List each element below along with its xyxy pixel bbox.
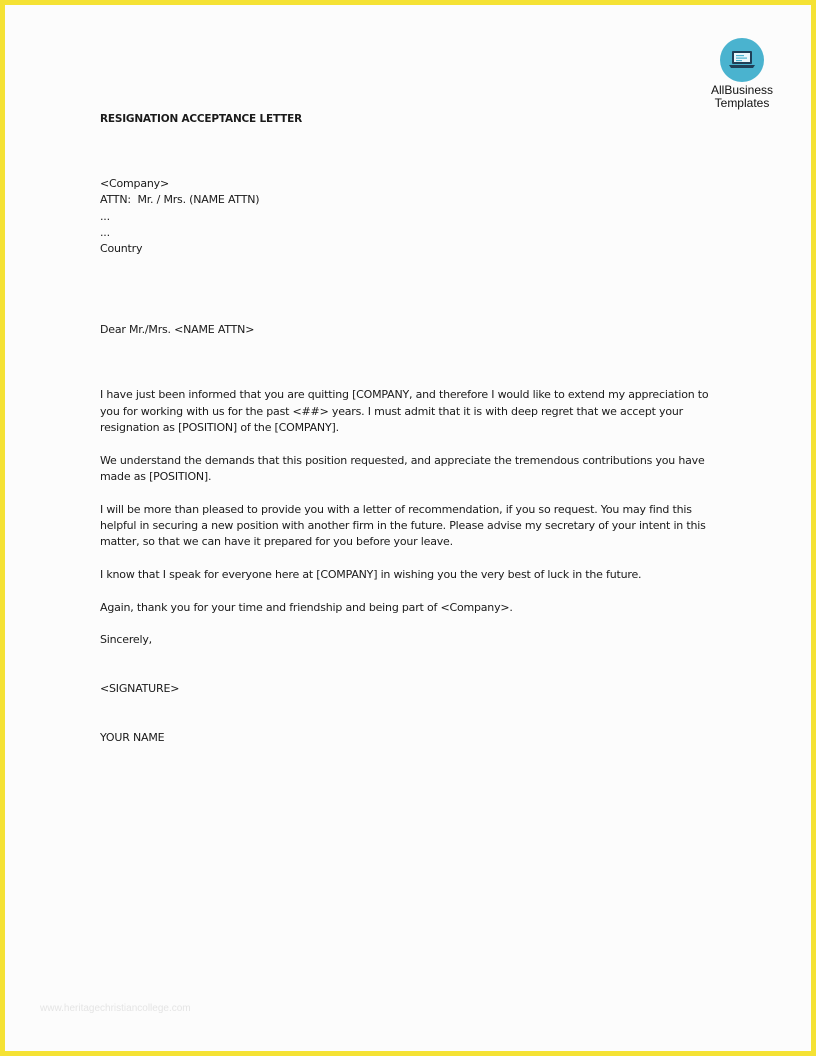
paragraph: I will be more than pleased to provide you with a letter of recommendation, if you so request. You may find this helpful in securing a new position with another firm in the future. Please advise my secretary of your intent in this matter, so that we can have it prepared for you before your leave. [100, 502, 706, 549]
document-page [5, 5, 811, 1051]
laptop-icon [720, 38, 764, 82]
paragraph: I know that I speak for everyone here at [COMPANY] in wishing you the very best of luck in the future. [100, 568, 642, 582]
address-line: ... [100, 225, 110, 239]
closing: Sincerely, [100, 633, 152, 647]
allbusiness-logo [697, 38, 787, 110]
letter-title: RESIGNATION ACCEPTANCE LETTER [100, 113, 302, 125]
paragraph: I have just been informed that you are quitting [COMPANY, and therefore I would like to extend my appreciation to you for working with us for the past <##> years. I must admit that it is with deep regret that we accept your resignation as [POSITION] of the [COMPANY]. [100, 388, 709, 435]
address-line: <Company> [100, 177, 169, 190]
paragraph: We understand the demands that this position requested, and appreciate the tremendous contributions you have made as [POSITION]. [100, 453, 705, 484]
logo-line-1: AllBusiness [710, 83, 774, 97]
letter-body [100, 111, 725, 746]
sender-name: YOUR NAME [100, 731, 165, 745]
address-line: ... [100, 209, 110, 223]
logo-text [697, 84, 787, 110]
logo-line-2: Templates [714, 96, 770, 110]
watermark: www.heritagechristiancollege.com [40, 1003, 191, 1014]
address-line: ATTN: Mr. / Mrs. (NAME ATTN) [100, 193, 260, 207]
address-line: Country [100, 242, 143, 256]
paragraph: Again, thank you for your time and friendship and being part of <Company>. [100, 600, 513, 614]
salutation: Dear Mr./Mrs. <NAME ATTN> [100, 323, 255, 337]
letter-paragraphs [100, 387, 725, 616]
signature-placeholder: <SIGNATURE> [100, 682, 180, 696]
recipient-address [100, 176, 725, 257]
